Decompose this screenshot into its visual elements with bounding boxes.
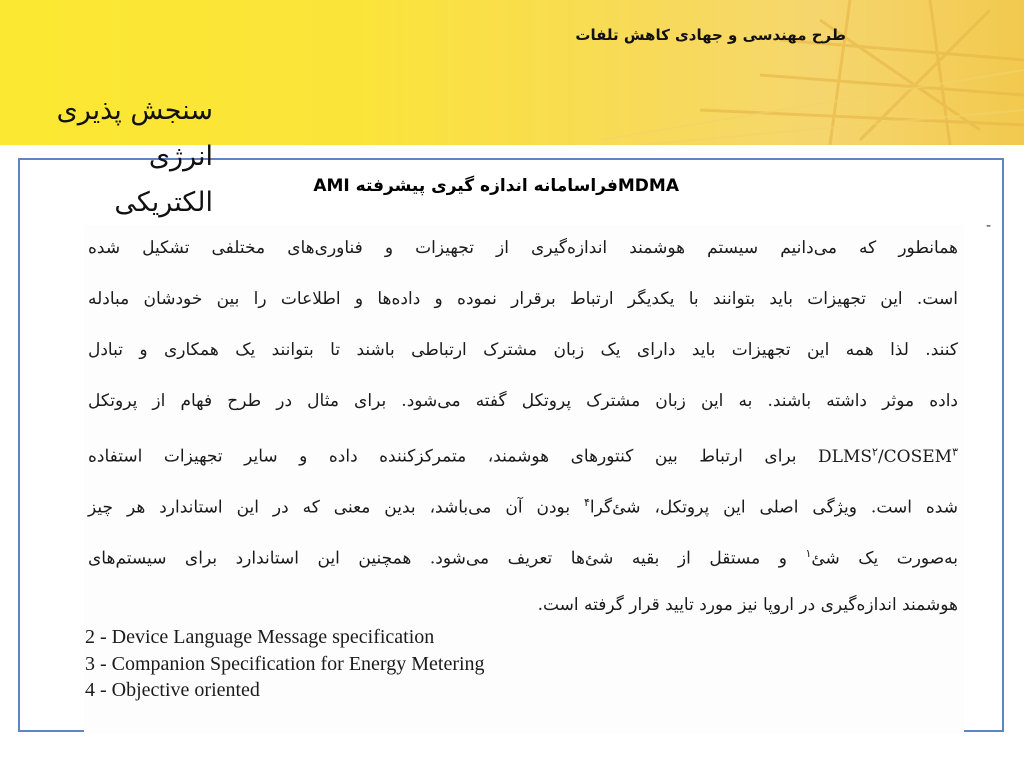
paragraph-line-8: هوشمند اندازه‌گیری در اروپا نیز مورد تایید قرار گرفته است. (537, 595, 958, 615)
protocol-name: DLMS$^۲$/COSEM$^۳$ (818, 445, 958, 467)
paragraph-line-7: به‌صورت یک شئ$^۱$ و مستقل از بقیه شئ‌ها تعریف می‌شود. همچنین این استاندارد برای سیستم‌های (88, 547, 958, 569)
paragraph-line-6: شده است. ویژگی اصلی این پروتکل، شئ‌گرا$^۴$ بودن آن می‌باشد، بدین معنی که در این استاندارد هر چیز (88, 496, 958, 518)
footnote-2: 2 - Device Language Message specification (85, 626, 435, 648)
side-title-line-2: انرژی (148, 141, 213, 172)
paragraph-line-2: است. این تجهیزات باید بتوانند با یکدیگر ارتباط برقرار نموده و داده‌ها و اطلاعات را بین خودشان مبادله (88, 289, 958, 309)
footnote-3: 3 - Companion Specification for Energy Metering (85, 652, 485, 675)
side-title-line-1: سنجش پذیری (56, 95, 213, 126)
paragraph-line-3: کنند. لذا همه این تجهیزات باید دارای یک زبان مشترک ارتباطی باشند تا بتوانند یک همکاری و تبادل (88, 340, 958, 360)
footnote-4: 4 - Objective oriented (85, 679, 260, 701)
paragraph-line-4: داده موثر داشته باشند. به این زبان مشترک پروتکل گفته می‌شود. برای مثال در طرح فهام از پروتکل (88, 391, 958, 411)
footnotes (85, 624, 685, 704)
side-title (18, 88, 213, 226)
slide-heading: MDMAفراسامانه اندازه گیری پیشرفته AMI (313, 176, 679, 196)
side-title-line-3: الکتریکی (114, 187, 213, 218)
header-title: طرح مهندسی و جهادی کاهش تلفات (575, 26, 846, 44)
paragraph-line-5: DLMS$^۲$/COSEM$^۳$ برای ارتباط بین کنتورهای هوشمند، متمرکزکننده داده و سایر تجهیزات استفاده (88, 445, 958, 467)
body-paragraph (88, 228, 958, 624)
paragraph-line-1: همانطور که می‌دانیم سیستم هوشمند اندازه‌گیری از تجهیزات و فناوری‌های مختلفی تشکیل شده (88, 238, 958, 258)
dash-mark: - (986, 218, 992, 234)
